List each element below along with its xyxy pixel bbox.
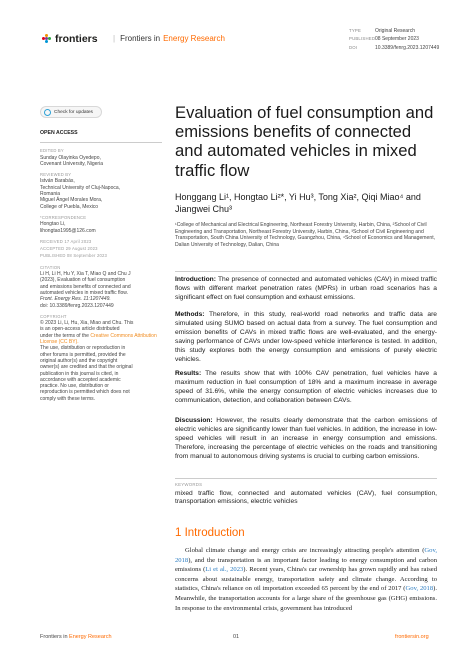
editor-line: Sunday Olayinka Oyedepo, — [40, 154, 101, 161]
footer-journal: Frontiers in Energy Research — [40, 634, 112, 640]
author-list[interactable]: Honggang Li¹, Hongtao Li²*, Yi Hu³, Tong Xia², Qiqi Miao⁴ and Jiangwei Chu³ — [175, 192, 421, 214]
correspondence-email[interactable]: lihongtao1995@126.com — [40, 227, 96, 234]
correspondence-name: Hongtao Li, — [40, 221, 66, 228]
citation-link[interactable]: Gov, 2018 — [405, 585, 434, 593]
copyright-line: under the terms of the Creative Commons Attribution License (CC BY). — [40, 332, 157, 346]
reviewer-line: István Barabás, — [40, 178, 75, 185]
journal-name[interactable]: Energy Research — [163, 34, 225, 43]
copyright-label: COPYRIGHT — [40, 313, 67, 319]
affiliations: ¹College of Mechanical and Electrical Engineering, Northeast Forestry University, Harbin, China, ²School of Civil Engineering and Transportation, Northeast Forestry University, Harbin, China, ³School of Civil Engineering and Transportation, South China University of Technology, Guangzhou, China, ⁴School of Economics and Management, Dalian University of Technology, Dalian, China — [175, 222, 436, 248]
check-updates-button[interactable] — [40, 106, 102, 118]
citation-line: automated vehicles in mixed traffic flow. — [40, 289, 129, 296]
copyright-line: owner(s) are credited and that the original — [40, 364, 133, 371]
citation-line: and emissions benefits of connected and — [40, 283, 131, 290]
copyright-line: accordance with accepted academic — [40, 376, 121, 383]
copyright-line: © 2023 Li, Li, Hu, Xia, Miao and Chu. This — [40, 320, 134, 327]
meta-published: PUBLISHED08 September 2023 — [349, 36, 419, 43]
citation-line: Li H, Li H, Hu Y, Xia T, Miao Q and Chu J — [40, 271, 131, 278]
reviewed-by-label: REVIEWED BY — [40, 172, 72, 178]
copyright-line: comply with these terms. — [40, 395, 96, 402]
check-updates-label: Check for updates — [54, 109, 93, 115]
copyright-line: other forums is permitted, provided the — [40, 351, 126, 358]
open-access-label: OPEN ACCESS — [40, 130, 78, 136]
citation-line: doi: 10.3389/fenrg.2023.1207449 — [40, 302, 114, 309]
journal-in-label: Frontiers in — [120, 34, 161, 43]
reviewer-line: Romania — [40, 191, 61, 198]
check-updates-icon — [44, 109, 51, 116]
citation-label: CITATION — [40, 264, 61, 270]
published-date: PUBLISHED 08 September 2023 — [40, 253, 108, 259]
copyright-line: original author(s) and the copyright — [40, 357, 118, 364]
keywords: mixed traffic flow, connected and automated vehicles (CAV), fuel consumption, transportation emissions, electric vehicles — [175, 490, 437, 506]
editor-line: Covenant University, Nigeria — [40, 160, 103, 167]
citation-link[interactable]: Gov, 2018 — [175, 547, 437, 564]
reviewer-line: Miguel Ángel Morales Mora, — [40, 197, 103, 204]
divider — [175, 271, 437, 272]
divider: | — [113, 34, 116, 43]
received-date: RECEIVED 17 April 2023 — [40, 238, 92, 244]
journal-header — [108, 34, 225, 43]
correspondence-label: *CORRESPONDENCE — [40, 214, 87, 220]
reviewer-line: College of Puebla, Mexico — [40, 203, 99, 210]
copyright-line: The use, distribution or reproduction in — [40, 345, 126, 352]
copyright-line: practice. No use, distribution or — [40, 383, 109, 390]
article-sidebar — [40, 130, 162, 402]
abstract-results: Results: The results show that with 100% CAV penetration, fuel vehicles have a maximum reduction in fuel consumption of 18% and a maximum increase in average speed of 31.6%, while the energy consumption of electric vehicles increases due to communication, detection, and collaboration between CAVs. — [175, 370, 437, 404]
brand-name: frontiers — [55, 33, 98, 45]
article-title: Evaluation of fuel consumption and emissions benefits of connected and automated vehicles in mixed traffic flow — [175, 103, 434, 180]
footer-site-link[interactable]: frontiersin.org — [395, 634, 429, 640]
keywords-label: KEYWORDS — [175, 482, 203, 487]
accepted-date: ACCEPTED 29 August 2023 — [40, 246, 98, 252]
abstract-introduction: Introduction: The presence of connected and automated vehicles (CAV) in mixed traffic flows with different market penetration rates (MPRs) in urban road scenarios has a significant effect on fuel consumption and exhaust emissions. — [175, 276, 437, 301]
divider — [175, 478, 437, 479]
reviewer-line: Technical University of Cluj-Napoca, — [40, 184, 121, 191]
abstract-discussion: Discussion: However, the results clearly demonstrate that the carbon emissions of electric vehicles are significantly lower than fuel vehicles. In addition, the increase in low-speed vehicles will result in an increase in energy consumption and emissions. Therefore, increasing the percentage of electric vehicles on the roads and transitioning from manual to autonomous driving systems is crucial to curbing carbon emissions. — [175, 417, 437, 460]
copyright-line: is an open-access article distributed — [40, 326, 120, 333]
citation-link[interactable]: Li et al., 2023 — [205, 566, 244, 574]
meta-doi: DOI 10.3389/fenrg.2023.1207449 — [349, 44, 440, 51]
abstract-methods: Methods: Therefore, in this study, real-world road networks and traffic data are simulated using SUMO based on actual data from a survey. The fuel consumption and emission benefits of CAVs in mixed traffic flows are well-evaluated, and the energy-saving performance of CAVs under low-speed vehicle interference is tested. In addition, this study explores both the energy consumption and emissions of purely electric vehicles. — [175, 311, 438, 363]
citation-line: (2023), Evaluation of fuel consumption — [40, 277, 126, 284]
frontiers-logo-icon — [42, 34, 52, 44]
article-meta — [349, 27, 439, 52]
divider — [40, 142, 162, 143]
page-number: 01 — [233, 634, 240, 640]
meta-type: TYPE Original Research — [349, 28, 416, 34]
copyright-line: publication in this journal is cited, in — [40, 370, 119, 377]
license-link[interactable]: Creative Commons Attribution License (CC BY). — [40, 332, 157, 346]
citation-line: Front. Energy Res. 11:1207449. — [40, 296, 111, 303]
section-heading: 1 Introduction — [175, 527, 245, 539]
copyright-line: reproduction is permitted which does not — [40, 389, 130, 396]
frontiers-logo[interactable] — [42, 33, 98, 45]
intro-paragraph: Global climate change and energy crisis are increasingly attracting people's attention (Gov, 2018), and the transportation is an important factor leading to energy consumption and carbon emissions (Li et al., 2023). Recent years, China's car ownership has grown rapidly and has raised concerns about sustainable energy, transportation safety and climate change. According to statistics, China's reliance on oil importation exceeded 65 percent by the end of 2017 (Gov, 2018). Meanwhile, the transportation accounts for a large share of the greenhouse gas (GHG) emissions. In response to the environmental crisis, government has introduced — [175, 547, 437, 612]
edited-by-label: EDITED BY — [40, 148, 64, 154]
